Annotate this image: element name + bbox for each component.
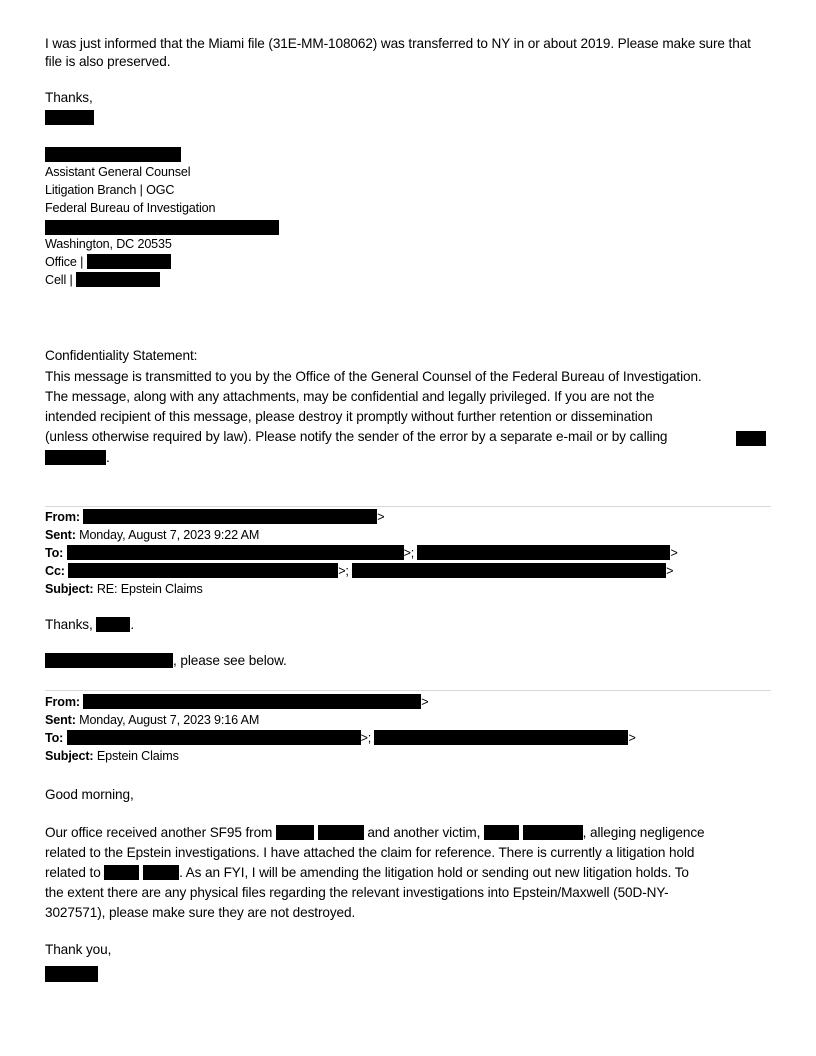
confidentiality-heading: Confidentiality Statement: bbox=[45, 348, 198, 363]
redaction bbox=[417, 545, 670, 560]
redaction bbox=[67, 545, 404, 560]
redaction bbox=[83, 509, 377, 524]
redaction bbox=[45, 966, 98, 982]
redaction bbox=[484, 825, 519, 840]
sent-value: Monday, August 7, 2023 9:16 AM bbox=[79, 713, 260, 727]
body-line: file is also preserved. bbox=[45, 54, 171, 69]
body-line: related to the Epstein investigations. I have attached the claim for reference. There is currently a litigation hold bbox=[45, 845, 695, 860]
redaction bbox=[83, 694, 421, 709]
redaction bbox=[276, 825, 314, 840]
subject-value: RE: Epstein Claims bbox=[96, 582, 203, 596]
body-text: related to bbox=[45, 865, 101, 880]
to-label: To: bbox=[45, 546, 64, 560]
body-text: , alleging negligence bbox=[582, 825, 705, 840]
confidentiality-line: The message, along with any attachments, may be confidential and legally privileged. If you are not the bbox=[45, 389, 655, 404]
cell-label: Cell | bbox=[45, 273, 73, 287]
redaction bbox=[76, 272, 160, 287]
subject-value: Epstein Claims bbox=[96, 749, 179, 763]
see-below: , please see below. bbox=[173, 653, 287, 668]
gt: > bbox=[377, 510, 385, 524]
redaction bbox=[68, 563, 338, 578]
redaction bbox=[45, 147, 181, 162]
redaction bbox=[67, 730, 361, 745]
gt: > bbox=[628, 731, 636, 745]
confidentiality-line: (unless otherwise required by law). Please notify the sender of the error by a separate e-mail or by calling bbox=[45, 429, 668, 444]
redaction bbox=[736, 431, 766, 446]
body-text: and another victim, bbox=[367, 825, 481, 840]
redaction bbox=[96, 617, 130, 632]
period: . bbox=[130, 617, 135, 632]
signature-branch: Litigation Branch | OGC bbox=[45, 183, 175, 197]
office-label: Office | bbox=[45, 255, 84, 269]
redaction bbox=[104, 865, 139, 880]
redaction bbox=[45, 450, 106, 465]
confidentiality-line: intended recipient of this message, please destroy it promptly without further retention or dissemination bbox=[45, 409, 653, 424]
redaction bbox=[318, 825, 364, 840]
period: . bbox=[106, 450, 110, 465]
from-label: From: bbox=[45, 510, 80, 524]
redaction bbox=[374, 730, 628, 745]
body-line: 3027571), please make sure they are not destroyed. bbox=[45, 905, 356, 920]
greeting: Good morning, bbox=[45, 787, 134, 802]
body-text: . As an FYI, I will be amending the litigation hold or sending out new litigation holds. To bbox=[179, 865, 689, 880]
thanks: Thanks, bbox=[45, 90, 93, 105]
redaction bbox=[45, 220, 279, 235]
confidentiality-line: This message is transmitted to you by the Office of the General Counsel of the Federal Bureau of Investigation. bbox=[45, 369, 702, 384]
gt: > bbox=[670, 546, 678, 560]
body-text: Our office received another SF95 from bbox=[45, 825, 273, 840]
body-line: the extent there are any physical files regarding the relevant investigations into Epstein/Maxwell (50D-NY- bbox=[45, 885, 669, 900]
from-label: From: bbox=[45, 695, 80, 709]
subject-label: Subject: bbox=[45, 749, 94, 763]
redaction bbox=[523, 825, 583, 840]
redaction bbox=[87, 254, 171, 269]
sent-label: Sent: bbox=[45, 528, 76, 542]
signature-city: Washington, DC 20535 bbox=[45, 237, 172, 251]
sent-label: Sent: bbox=[45, 713, 76, 727]
signature-title: Assistant General Counsel bbox=[45, 165, 191, 179]
sent-value: Monday, August 7, 2023 9:22 AM bbox=[79, 528, 260, 542]
separator: >; bbox=[403, 546, 415, 560]
gt: > bbox=[666, 564, 674, 578]
subject-label: Subject: bbox=[45, 582, 94, 596]
divider bbox=[45, 506, 771, 507]
separator: >; bbox=[360, 731, 372, 745]
body-line: I was just informed that the Miami file (31E-MM-108062) was transferred to NY in or about 2019. Please make sure that bbox=[45, 36, 751, 51]
closing: Thank you, bbox=[45, 942, 112, 957]
gt: > bbox=[421, 695, 429, 709]
to-label: To: bbox=[45, 731, 64, 745]
divider bbox=[45, 690, 771, 691]
signature-org: Federal Bureau of Investigation bbox=[45, 201, 216, 215]
redaction bbox=[45, 110, 94, 125]
thanks: Thanks, bbox=[45, 617, 93, 632]
redaction bbox=[45, 653, 173, 668]
cc-label: Cc: bbox=[45, 564, 65, 578]
redaction bbox=[352, 563, 666, 578]
separator: >; bbox=[338, 564, 349, 578]
redaction bbox=[143, 865, 179, 880]
